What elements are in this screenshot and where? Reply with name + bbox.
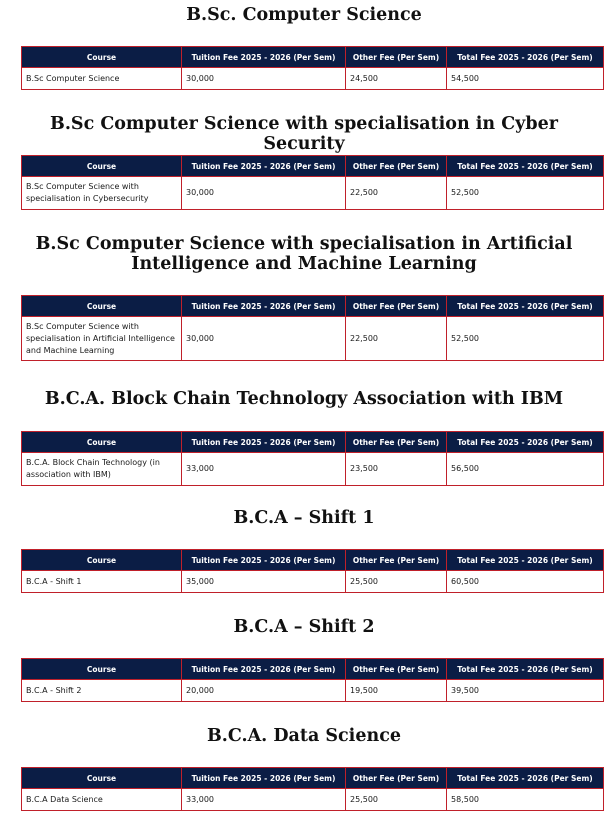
cell-tuition: 35,000 bbox=[182, 571, 346, 593]
header-row bbox=[22, 156, 604, 177]
cell-tuition: 33,000 bbox=[182, 789, 346, 811]
col-header-tuition: Tuition Fee 2025 - 2026 (Per Sem) bbox=[182, 768, 346, 789]
cell-other: 25,500 bbox=[346, 789, 447, 811]
fee-table bbox=[21, 431, 604, 486]
col-header-tuition: Tuition Fee 2025 - 2026 (Per Sem) bbox=[182, 47, 346, 68]
col-header-other: Other Fee (Per Sem) bbox=[346, 47, 447, 68]
header-row bbox=[22, 768, 604, 789]
table-row bbox=[22, 789, 604, 811]
fee-table bbox=[21, 46, 604, 90]
cell-total: 52,500 bbox=[447, 177, 604, 210]
section-heading: B.C.A – Shift 1 bbox=[233, 508, 375, 528]
cell-other: 23,500 bbox=[346, 453, 447, 486]
header-row bbox=[22, 550, 604, 571]
table-row bbox=[22, 68, 604, 90]
col-header-course: Course bbox=[22, 296, 182, 317]
cell-other: 19,500 bbox=[346, 680, 447, 702]
col-header-other: Other Fee (Per Sem) bbox=[346, 296, 447, 317]
col-header-tuition: Tuition Fee 2025 - 2026 (Per Sem) bbox=[182, 550, 346, 571]
header-row bbox=[22, 432, 604, 453]
section-bca-shift-2 bbox=[0, 617, 608, 695]
col-header-total: Total Fee 2025 - 2026 (Per Sem) bbox=[447, 659, 604, 680]
col-header-course: Course bbox=[22, 432, 182, 453]
cell-course: B.Sc Computer Science bbox=[22, 68, 182, 90]
col-header-total: Total Fee 2025 - 2026 (Per Sem) bbox=[447, 47, 604, 68]
cell-course: B.C.A - Shift 1 bbox=[22, 571, 182, 593]
fee-table bbox=[21, 155, 604, 210]
cell-total: 39,500 bbox=[447, 680, 604, 702]
cell-course: B.Sc Computer Science with specialisation in Artificial Intelligence and Machine Learning bbox=[22, 317, 182, 361]
section-bca-data-science bbox=[0, 726, 608, 804]
col-header-other: Other Fee (Per Sem) bbox=[346, 659, 447, 680]
section-bsc-cs-cyber bbox=[0, 114, 608, 203]
section-heading: B.Sc Computer Science with specialisation in Artificial Intelligence and Machine Learning bbox=[35, 234, 573, 274]
fee-table bbox=[21, 658, 604, 702]
col-header-total: Total Fee 2025 - 2026 (Per Sem) bbox=[447, 432, 604, 453]
col-header-other: Other Fee (Per Sem) bbox=[346, 432, 447, 453]
cell-total: 52,500 bbox=[447, 317, 604, 361]
section-heading: B.C.A. Block Chain Technology Association with IBM bbox=[44, 389, 564, 409]
table-row bbox=[22, 680, 604, 702]
col-header-course: Course bbox=[22, 768, 182, 789]
table-row bbox=[22, 571, 604, 593]
col-header-tuition: Tuition Fee 2025 - 2026 (Per Sem) bbox=[182, 296, 346, 317]
header-row bbox=[22, 47, 604, 68]
cell-tuition: 30,000 bbox=[182, 177, 346, 210]
col-header-other: Other Fee (Per Sem) bbox=[346, 156, 447, 177]
cell-tuition: 30,000 bbox=[182, 317, 346, 361]
col-header-course: Course bbox=[22, 47, 182, 68]
section-bsc-cs-aiml bbox=[0, 234, 608, 355]
fee-table bbox=[21, 767, 604, 811]
cell-tuition: 33,000 bbox=[182, 453, 346, 486]
cell-other: 22,500 bbox=[346, 177, 447, 210]
header-row bbox=[22, 296, 604, 317]
cell-course: B.C.A - Shift 2 bbox=[22, 680, 182, 702]
cell-total: 60,500 bbox=[447, 571, 604, 593]
cell-course: B.C.A Data Science bbox=[22, 789, 182, 811]
col-header-tuition: Tuition Fee 2025 - 2026 (Per Sem) bbox=[182, 156, 346, 177]
col-header-other: Other Fee (Per Sem) bbox=[346, 768, 447, 789]
section-heading: B.Sc. Computer Science bbox=[186, 5, 422, 25]
col-header-total: Total Fee 2025 - 2026 (Per Sem) bbox=[447, 768, 604, 789]
col-header-tuition: Tuition Fee 2025 - 2026 (Per Sem) bbox=[182, 659, 346, 680]
header-row bbox=[22, 659, 604, 680]
col-header-other: Other Fee (Per Sem) bbox=[346, 550, 447, 571]
col-header-total: Total Fee 2025 - 2026 (Per Sem) bbox=[447, 156, 604, 177]
cell-total: 58,500 bbox=[447, 789, 604, 811]
cell-other: 22,500 bbox=[346, 317, 447, 361]
col-header-course: Course bbox=[22, 156, 182, 177]
table-row bbox=[22, 177, 604, 210]
fee-table bbox=[21, 295, 604, 361]
section-heading: B.C.A. Data Science bbox=[207, 726, 401, 746]
section-bca-shift-1 bbox=[0, 508, 608, 586]
col-header-course: Course bbox=[22, 659, 182, 680]
section-bsc-cs bbox=[0, 5, 608, 83]
cell-tuition: 20,000 bbox=[182, 680, 346, 702]
col-header-total: Total Fee 2025 - 2026 (Per Sem) bbox=[447, 550, 604, 571]
cell-tuition: 30,000 bbox=[182, 68, 346, 90]
cell-total: 54,500 bbox=[447, 68, 604, 90]
table-row bbox=[22, 317, 604, 361]
cell-course: B.C.A. Block Chain Technology (in association with IBM) bbox=[22, 453, 182, 486]
fee-table bbox=[21, 549, 604, 593]
col-header-tuition: Tuition Fee 2025 - 2026 (Per Sem) bbox=[182, 432, 346, 453]
table-row bbox=[22, 453, 604, 486]
col-header-total: Total Fee 2025 - 2026 (Per Sem) bbox=[447, 296, 604, 317]
cell-other: 24,500 bbox=[346, 68, 447, 90]
cell-course: B.Sc Computer Science with specialisation in Cybersecurity bbox=[22, 177, 182, 210]
section-heading: B.Sc Computer Science with specialisation in Cyber Security bbox=[50, 114, 558, 154]
cell-total: 56,500 bbox=[447, 453, 604, 486]
section-heading: B.C.A – Shift 2 bbox=[233, 617, 375, 637]
section-bca-blockchain bbox=[0, 389, 608, 479]
cell-other: 25,500 bbox=[346, 571, 447, 593]
col-header-course: Course bbox=[22, 550, 182, 571]
